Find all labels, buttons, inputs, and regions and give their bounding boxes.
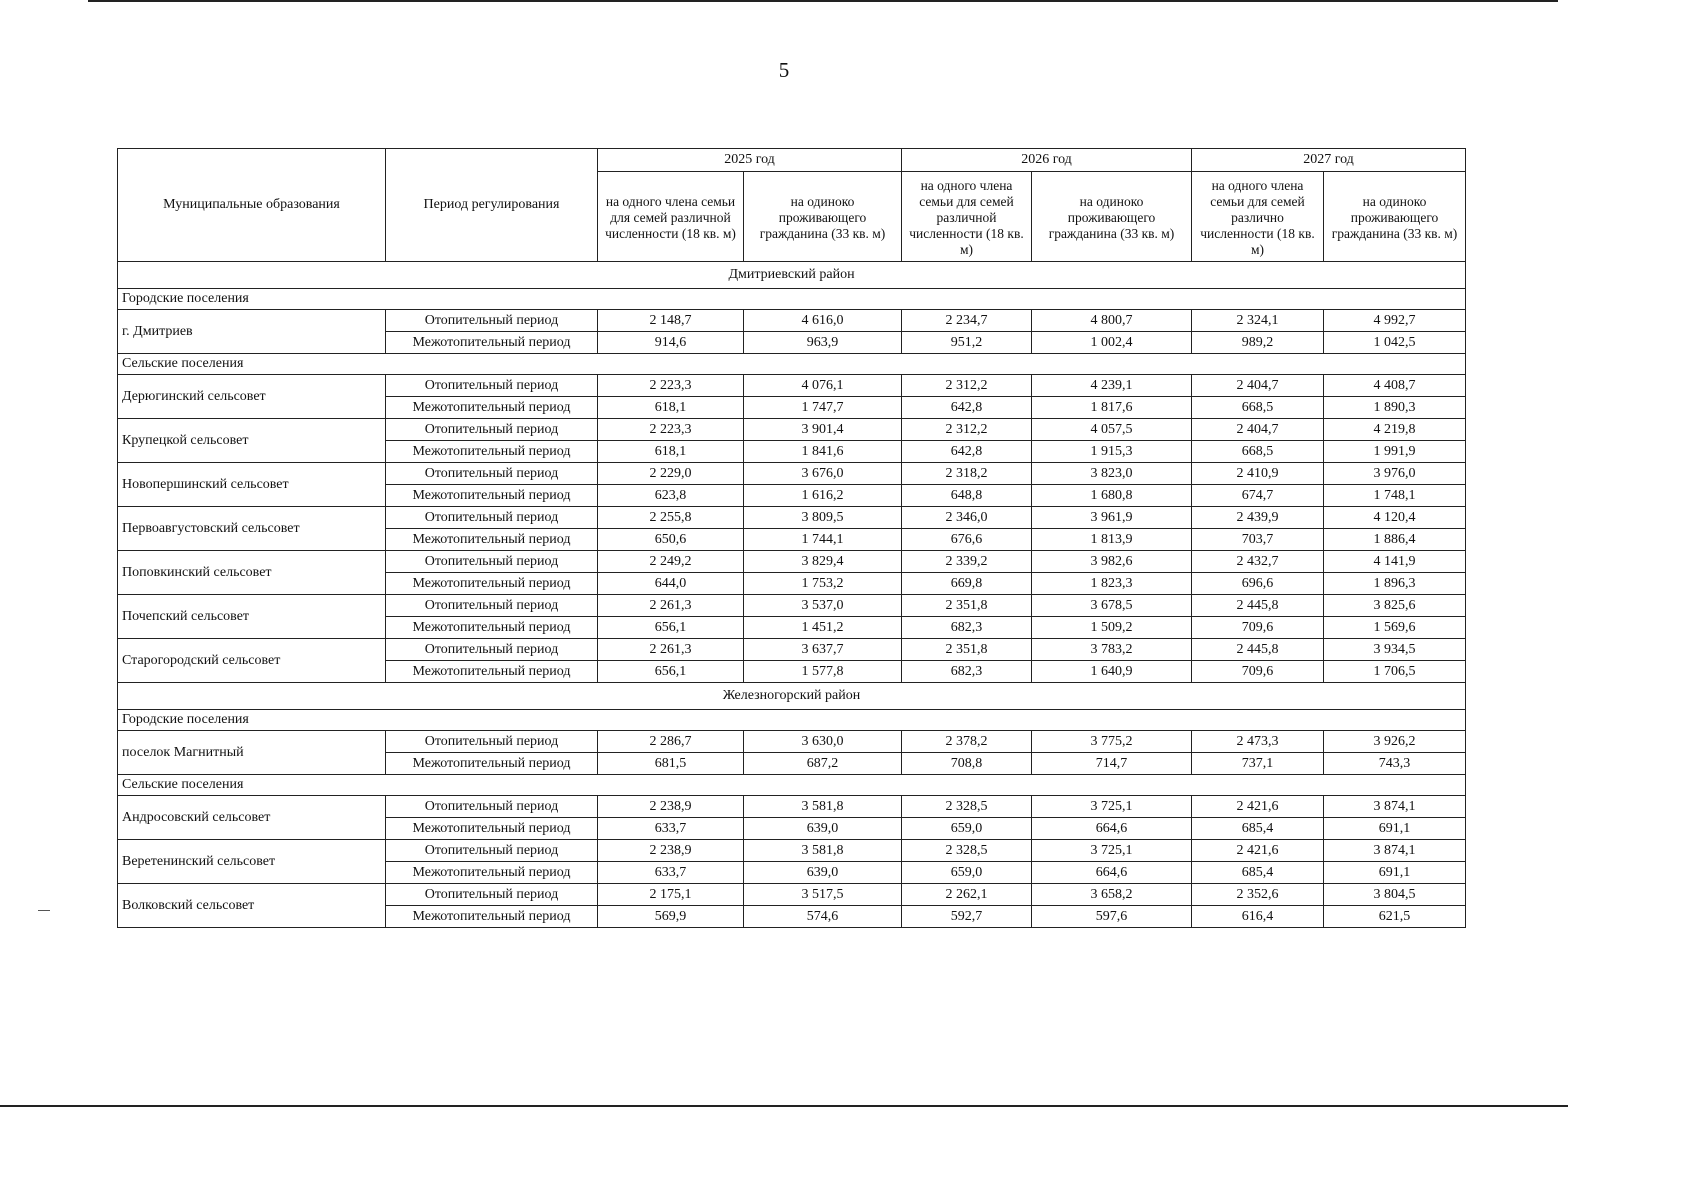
value-cell: 682,3	[902, 617, 1032, 639]
header-2027-family: на одного члена семьи для семей различно численности (18 кв. м)	[1192, 172, 1324, 262]
value-cell: 1 748,1	[1324, 485, 1466, 507]
value-cell: 3 901,4	[744, 419, 902, 441]
header-2026-single: на одиноко проживающего гражданина (33 кв. м)	[1032, 172, 1192, 262]
value-cell: 2 445,8	[1192, 595, 1324, 617]
value-cell: 659,0	[902, 818, 1032, 840]
value-cell: 2 312,2	[902, 375, 1032, 397]
district-row	[118, 683, 1466, 710]
municipality-name: г. Дмитриев	[118, 310, 386, 354]
value-cell: 668,5	[1192, 397, 1324, 419]
value-cell: 709,6	[1192, 661, 1324, 683]
district-name: Дмитриевский район	[118, 262, 1466, 289]
municipality-name: Старогородский сельсовет	[118, 639, 386, 683]
value-cell: 1 991,9	[1324, 441, 1466, 463]
municipality-name: Новопершинский сельсовет	[118, 463, 386, 507]
value-cell: 2 262,1	[902, 884, 1032, 906]
period-nonheating: Межотопительный период	[386, 617, 598, 639]
value-cell: 669,8	[902, 573, 1032, 595]
table-row	[118, 551, 1466, 573]
value-cell: 4 219,8	[1324, 419, 1466, 441]
value-cell: 3 725,1	[1032, 840, 1192, 862]
value-cell: 3 630,0	[744, 731, 902, 753]
value-cell: 703,7	[1192, 529, 1324, 551]
value-cell: 691,1	[1324, 862, 1466, 884]
value-cell: 664,6	[1032, 818, 1192, 840]
municipality-name: Первоавгустовский сельсовет	[118, 507, 386, 551]
value-cell: 1 915,3	[1032, 441, 1192, 463]
section-row	[118, 710, 1466, 731]
value-cell: 3 676,0	[744, 463, 902, 485]
value-cell: 2 318,2	[902, 463, 1032, 485]
value-cell: 676,6	[902, 529, 1032, 551]
value-cell: 4 120,4	[1324, 507, 1466, 529]
value-cell: 639,0	[744, 818, 902, 840]
value-cell: 1 817,6	[1032, 397, 1192, 419]
municipality-name: Почепский сельсовет	[118, 595, 386, 639]
value-cell: 668,5	[1192, 441, 1324, 463]
value-cell: 682,3	[902, 661, 1032, 683]
value-cell: 2 328,5	[902, 796, 1032, 818]
value-cell: 3 537,0	[744, 595, 902, 617]
value-cell: 2 223,3	[598, 375, 744, 397]
page-number: 5	[778, 58, 790, 82]
period-nonheating: Межотопительный период	[386, 906, 598, 928]
period-nonheating: Межотопительный период	[386, 573, 598, 595]
value-cell: 569,9	[598, 906, 744, 928]
value-cell: 2 352,6	[1192, 884, 1324, 906]
period-nonheating: Межотопительный период	[386, 862, 598, 884]
value-cell: 650,6	[598, 529, 744, 551]
value-cell: 963,9	[744, 332, 902, 354]
value-cell: 2 286,7	[598, 731, 744, 753]
table-row	[118, 840, 1466, 862]
header-2025-family: на одного члена семьи для семей различной численности (18 кв. м)	[598, 172, 744, 262]
value-cell: 3 725,1	[1032, 796, 1192, 818]
municipality-name: Поповкинский сельсовет	[118, 551, 386, 595]
value-cell: 743,3	[1324, 753, 1466, 775]
value-cell: 681,5	[598, 753, 744, 775]
value-cell: 1 640,9	[1032, 661, 1192, 683]
value-cell: 2 432,7	[1192, 551, 1324, 573]
period-nonheating: Межотопительный период	[386, 332, 598, 354]
value-cell: 685,4	[1192, 818, 1324, 840]
value-cell: 4 800,7	[1032, 310, 1192, 332]
municipality-name: Андросовский сельсовет	[118, 796, 386, 840]
value-cell: 685,4	[1192, 862, 1324, 884]
value-cell: 1 747,7	[744, 397, 902, 419]
value-cell: 2 421,6	[1192, 840, 1324, 862]
table-row	[118, 419, 1466, 441]
table-body	[118, 262, 1466, 928]
header-period: Период регулирования	[386, 149, 598, 262]
value-cell: 656,1	[598, 617, 744, 639]
value-cell: 618,1	[598, 397, 744, 419]
section-row	[118, 775, 1466, 796]
value-cell: 2 351,8	[902, 639, 1032, 661]
value-cell: 1 886,4	[1324, 529, 1466, 551]
period-nonheating: Межотопительный период	[386, 529, 598, 551]
section-title: Сельские поселения	[118, 354, 1466, 375]
section-title: Городские поселения	[118, 289, 1466, 310]
value-cell: 2 175,1	[598, 884, 744, 906]
value-cell: 3 517,5	[744, 884, 902, 906]
section-row	[118, 354, 1466, 375]
table-row	[118, 507, 1466, 529]
value-cell: 3 926,2	[1324, 731, 1466, 753]
value-cell: 2 312,2	[902, 419, 1032, 441]
value-cell: 639,0	[744, 862, 902, 884]
value-cell: 4 616,0	[744, 310, 902, 332]
district-row	[118, 262, 1466, 289]
period-heating: Отопительный период	[386, 375, 598, 397]
period-heating: Отопительный период	[386, 463, 598, 485]
value-cell: 2 229,0	[598, 463, 744, 485]
value-cell: 674,7	[1192, 485, 1324, 507]
value-cell: 2 223,3	[598, 419, 744, 441]
value-cell: 2 445,8	[1192, 639, 1324, 661]
value-cell: 656,1	[598, 661, 744, 683]
header-year-2026: 2026 год	[902, 149, 1192, 172]
value-cell: 2 378,2	[902, 731, 1032, 753]
value-cell: 633,7	[598, 818, 744, 840]
tariff-table	[117, 148, 1466, 928]
value-cell: 644,0	[598, 573, 744, 595]
value-cell: 2 238,9	[598, 796, 744, 818]
value-cell: 1 451,2	[744, 617, 902, 639]
municipality-name: Веретенинский сельсовет	[118, 840, 386, 884]
value-cell: 3 823,0	[1032, 463, 1192, 485]
value-cell: 3 581,8	[744, 840, 902, 862]
value-cell: 4 239,1	[1032, 375, 1192, 397]
value-cell: 574,6	[744, 906, 902, 928]
table-row	[118, 796, 1466, 818]
bottom-border-line	[0, 1105, 1568, 1107]
table-row	[118, 595, 1466, 617]
value-cell: 4 141,9	[1324, 551, 1466, 573]
value-cell: 709,6	[1192, 617, 1324, 639]
value-cell: 2 439,9	[1192, 507, 1324, 529]
value-cell: 2 351,8	[902, 595, 1032, 617]
period-heating: Отопительный период	[386, 731, 598, 753]
section-title: Сельские поселения	[118, 775, 1466, 796]
value-cell: 3 658,2	[1032, 884, 1192, 906]
value-cell: 623,8	[598, 485, 744, 507]
value-cell: 3 982,6	[1032, 551, 1192, 573]
value-cell: 2 234,7	[902, 310, 1032, 332]
value-cell: 2 404,7	[1192, 375, 1324, 397]
value-cell: 1 616,2	[744, 485, 902, 507]
table-row	[118, 463, 1466, 485]
value-cell: 616,4	[1192, 906, 1324, 928]
value-cell: 3 825,6	[1324, 595, 1466, 617]
value-cell: 951,2	[902, 332, 1032, 354]
value-cell: 2 249,2	[598, 551, 744, 573]
table-row	[118, 884, 1466, 906]
value-cell: 1 823,3	[1032, 573, 1192, 595]
municipality-name: поселок Магнитный	[118, 731, 386, 775]
value-cell: 1 706,5	[1324, 661, 1466, 683]
value-cell: 2 404,7	[1192, 419, 1324, 441]
value-cell: 3 678,5	[1032, 595, 1192, 617]
value-cell: 618,1	[598, 441, 744, 463]
table-row	[118, 310, 1466, 332]
value-cell: 1 896,3	[1324, 573, 1466, 595]
value-cell: 2 324,1	[1192, 310, 1324, 332]
municipality-name: Дерюгинский сельсовет	[118, 375, 386, 419]
municipality-name: Крупецкой сельсовет	[118, 419, 386, 463]
value-cell: 3 829,4	[744, 551, 902, 573]
period-nonheating: Межотопительный период	[386, 753, 598, 775]
value-cell: 2 328,5	[902, 840, 1032, 862]
value-cell: 708,8	[902, 753, 1032, 775]
value-cell: 1 813,9	[1032, 529, 1192, 551]
value-cell: 1 753,2	[744, 573, 902, 595]
header-year-2027: 2027 год	[1192, 149, 1466, 172]
value-cell: 691,1	[1324, 818, 1466, 840]
district-name: Железногорский район	[118, 683, 1466, 710]
margin-mark	[38, 910, 50, 911]
value-cell: 3 874,1	[1324, 840, 1466, 862]
value-cell: 3 976,0	[1324, 463, 1466, 485]
period-heating: Отопительный период	[386, 884, 598, 906]
value-cell: 3 775,2	[1032, 731, 1192, 753]
value-cell: 714,7	[1032, 753, 1192, 775]
value-cell: 648,8	[902, 485, 1032, 507]
value-cell: 1 841,6	[744, 441, 902, 463]
period-heating: Отопительный период	[386, 639, 598, 661]
period-heating: Отопительный период	[386, 507, 598, 529]
table-row	[118, 731, 1466, 753]
value-cell: 3 874,1	[1324, 796, 1466, 818]
value-cell: 1 890,3	[1324, 397, 1466, 419]
value-cell: 989,2	[1192, 332, 1324, 354]
value-cell: 3 934,5	[1324, 639, 1466, 661]
value-cell: 4 076,1	[744, 375, 902, 397]
header-2025-single: на одиноко проживающего гражданина (33 кв. м)	[744, 172, 902, 262]
header-year-2025: 2025 год	[598, 149, 902, 172]
value-cell: 2 261,3	[598, 595, 744, 617]
value-cell: 664,6	[1032, 862, 1192, 884]
value-cell: 687,2	[744, 753, 902, 775]
value-cell: 633,7	[598, 862, 744, 884]
period-nonheating: Межотопительный период	[386, 485, 598, 507]
value-cell: 3 809,5	[744, 507, 902, 529]
value-cell: 3 961,9	[1032, 507, 1192, 529]
table-row	[118, 375, 1466, 397]
value-cell: 2 261,3	[598, 639, 744, 661]
value-cell: 3 783,2	[1032, 639, 1192, 661]
value-cell: 1 744,1	[744, 529, 902, 551]
value-cell: 592,7	[902, 906, 1032, 928]
value-cell: 4 408,7	[1324, 375, 1466, 397]
top-border-line	[88, 0, 1558, 2]
value-cell: 642,8	[902, 441, 1032, 463]
value-cell: 2 148,7	[598, 310, 744, 332]
value-cell: 3 581,8	[744, 796, 902, 818]
period-heating: Отопительный период	[386, 595, 598, 617]
value-cell: 4 057,5	[1032, 419, 1192, 441]
value-cell: 2 255,8	[598, 507, 744, 529]
value-cell: 2 421,6	[1192, 796, 1324, 818]
period-nonheating: Межотопительный период	[386, 441, 598, 463]
period-heating: Отопительный период	[386, 310, 598, 332]
header-2026-family: на одного члена семьи для семей различной численности (18 кв. м)	[902, 172, 1032, 262]
period-nonheating: Межотопительный период	[386, 661, 598, 683]
header-2027-single: на одиноко проживающего гражданина (33 кв. м)	[1324, 172, 1466, 262]
value-cell: 914,6	[598, 332, 744, 354]
value-cell: 2 346,0	[902, 507, 1032, 529]
period-heating: Отопительный период	[386, 840, 598, 862]
value-cell: 2 238,9	[598, 840, 744, 862]
value-cell: 1 577,8	[744, 661, 902, 683]
value-cell: 597,6	[1032, 906, 1192, 928]
value-cell: 1 509,2	[1032, 617, 1192, 639]
value-cell: 2 339,2	[902, 551, 1032, 573]
table-row	[118, 639, 1466, 661]
period-heating: Отопительный период	[386, 796, 598, 818]
value-cell: 4 992,7	[1324, 310, 1466, 332]
period-heating: Отопительный период	[386, 551, 598, 573]
period-heating: Отопительный период	[386, 419, 598, 441]
section-row	[118, 289, 1466, 310]
value-cell: 2 410,9	[1192, 463, 1324, 485]
value-cell: 621,5	[1324, 906, 1466, 928]
period-nonheating: Межотопительный период	[386, 397, 598, 419]
table-header	[118, 149, 1466, 262]
value-cell: 1 680,8	[1032, 485, 1192, 507]
value-cell: 3 637,7	[744, 639, 902, 661]
period-nonheating: Межотопительный период	[386, 818, 598, 840]
value-cell: 1 569,6	[1324, 617, 1466, 639]
value-cell: 1 002,4	[1032, 332, 1192, 354]
section-title: Городские поселения	[118, 710, 1466, 731]
value-cell: 2 473,3	[1192, 731, 1324, 753]
value-cell: 737,1	[1192, 753, 1324, 775]
value-cell: 642,8	[902, 397, 1032, 419]
value-cell: 696,6	[1192, 573, 1324, 595]
value-cell: 1 042,5	[1324, 332, 1466, 354]
value-cell: 3 804,5	[1324, 884, 1466, 906]
value-cell: 659,0	[902, 862, 1032, 884]
municipality-name: Волковский сельсовет	[118, 884, 386, 928]
header-municipality: Муниципальные образования	[118, 149, 386, 262]
